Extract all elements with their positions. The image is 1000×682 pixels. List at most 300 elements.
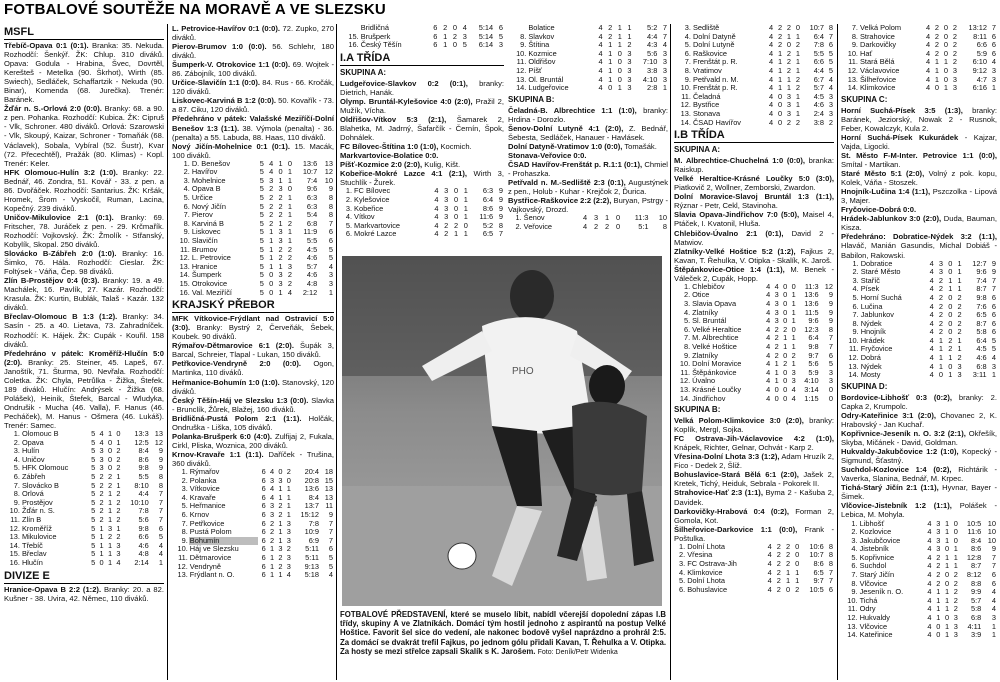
column-ib-trida (674, 24, 834, 680)
match-report (674, 488, 834, 506)
table-cell: 1 (774, 376, 779, 386)
table-cell: 9:8 (138, 523, 149, 533)
table-cell: 1 (269, 253, 274, 263)
group-heading: SKUPINA D: (841, 381, 888, 391)
table-cell: 4 (769, 23, 774, 32)
table-cell: 1 (938, 335, 944, 345)
table-cell: 1. (852, 258, 859, 268)
table-cell: 2 (443, 23, 448, 32)
table-cell: 9:7 (808, 350, 819, 360)
table-cell: 1 (957, 258, 962, 268)
match-details: branky: Dietrich, Hanák. (340, 78, 504, 97)
table-cell: 4 (769, 48, 774, 58)
table-cell: 0 (286, 475, 291, 485)
table-cell: 4 (774, 281, 779, 291)
match-report (340, 142, 504, 151)
table-cell: 5. (181, 501, 188, 511)
table-cell: 1 (783, 341, 788, 351)
table-cell: 3 (953, 621, 958, 631)
table-cell: 15:12 (300, 509, 319, 519)
table-cell: 1 (944, 561, 950, 571)
table-cell: 0 (783, 376, 788, 386)
match-title: Bohuslavice-Stará Bělá 6:1 (2:0), (674, 470, 799, 480)
league-table (172, 160, 334, 298)
table-cell: 1 (627, 23, 632, 32)
table-cell: 4:10 (804, 376, 819, 386)
match-details: Kulig, Kišt. (422, 160, 461, 170)
table-cell: 5 (259, 218, 264, 228)
table-cell: 10:10 (130, 497, 149, 507)
table-cell: 0 (777, 100, 783, 110)
table-cell: 1. (515, 213, 522, 223)
match-report (508, 142, 668, 151)
group-heading: SKUPINA C: (841, 94, 888, 104)
table-cell: 6 (828, 350, 833, 360)
table-cell: 8:11 (973, 31, 987, 41)
team-name: Kozmice (528, 48, 557, 58)
table-cell: 6:9 (308, 535, 319, 545)
match-details: branka: Raiskup. (674, 156, 834, 175)
match-report (841, 106, 997, 133)
table-cell: 1 (953, 552, 958, 562)
team-name: Staré Město (860, 267, 901, 277)
photo-credit: Foto: Deník/Petr Widenka (537, 648, 618, 656)
table-cell: 1 (991, 83, 996, 93)
table-cell: 11:3 (804, 281, 819, 291)
table-cell: 2 (269, 193, 274, 203)
match-details: Augustýnek z pen., Holub - Kuhar - Krejčok 2, Ďurica. (508, 178, 669, 197)
table-cell: 2 (934, 23, 940, 32)
table-cell: 1 (948, 284, 953, 294)
table-cell: 4 (766, 316, 771, 326)
table-cell: 5 (259, 193, 264, 203)
table-cell: 8 (328, 210, 333, 220)
table-cell: 13. (9, 532, 20, 542)
table-cell: 6. (684, 48, 691, 58)
table-cell: 4:8 (138, 549, 149, 559)
table-cell: 8:12 (966, 570, 982, 580)
table-cell: 5 (91, 532, 96, 542)
table-cell: 3 (444, 212, 449, 222)
table-cell: 6:8 (976, 361, 987, 371)
table-cell: 1 (786, 83, 792, 93)
table-cell: 4 (766, 341, 771, 351)
table-cell: 9:7 (813, 576, 824, 586)
table-cell: 1 (608, 74, 613, 84)
table-cell: 2 (828, 117, 833, 127)
table-cell: 6. (679, 584, 686, 594)
table-cell: 2. (13, 437, 20, 447)
table-cell: 2 (278, 201, 283, 211)
table-cell: 0 (791, 324, 796, 334)
table-cell: 13 (324, 484, 333, 494)
table-cell: 1 (107, 489, 113, 499)
table-cell: 7 (158, 514, 163, 524)
table-cell: 1 (944, 604, 950, 614)
table-cell: 9 (991, 258, 996, 268)
team-name: Markvartovice (354, 220, 401, 230)
table-cell: 2 (99, 497, 104, 507)
table-cell: 10. (9, 506, 20, 516)
match-title: Nový Jičín-Mohelnice 0:1 (0:1). (172, 141, 291, 151)
table-cell: 8. (13, 489, 20, 499)
table-cell: 1 (287, 175, 293, 185)
team-name: Stará Bělá (859, 57, 895, 67)
table-cell: 7 (828, 576, 833, 586)
table-cell: 1 (269, 261, 274, 271)
table-cell: 3 (278, 236, 283, 246)
table-cell: 0 (107, 446, 113, 456)
match-title: Petřkovice-Vendryně 2:0 (0:0). (172, 359, 301, 369)
table-cell: 3 (791, 367, 796, 377)
table-cell: 4 (991, 587, 996, 597)
table-cell: 4 (766, 307, 771, 317)
table-cell: 11:3 (634, 213, 649, 223)
table-cell: 6:5 (976, 310, 987, 320)
table-cell: 3 (286, 527, 291, 537)
table-cell: 3:8 (813, 117, 824, 127)
table-cell: 1 (777, 57, 783, 67)
table-cell: 0 (944, 613, 950, 623)
table-cell: 2 (783, 359, 788, 369)
table-cell: 4:10 (642, 74, 658, 84)
match-title: Čeladná-B. Albrechtice 1:1 (1:0), (508, 105, 637, 115)
table-cell: 4 (769, 57, 774, 67)
table-cell: 6 (433, 40, 438, 50)
team-name: Slavia Opava (692, 298, 737, 308)
match-report (674, 156, 834, 174)
team-name: Veřovice (523, 221, 553, 231)
table-cell: 15. (348, 31, 359, 41)
table-cell: 13:6 (302, 158, 318, 168)
table-cell: 2 (952, 23, 957, 32)
table-cell: 4 (269, 158, 274, 168)
table-cell: 4 (929, 327, 934, 337)
match-report (172, 314, 334, 341)
table-cell: 2 (786, 23, 792, 32)
table-cell: 1 (777, 83, 783, 93)
table-cell: 1 (795, 57, 800, 67)
table-cell: 3 (286, 518, 291, 528)
table-cell: 8. (181, 527, 188, 537)
table-row (841, 631, 997, 640)
table-cell: 1 (795, 100, 800, 110)
table-cell: 6 (261, 570, 266, 580)
match-report (172, 114, 334, 141)
table-cell: 4 (766, 290, 771, 300)
table-cell: 1 (286, 492, 291, 502)
table-cell: 7 (828, 31, 833, 41)
table-cell: 4 (925, 83, 931, 93)
table-cell: 5:18 (304, 570, 319, 580)
table-cell: 4 (158, 540, 163, 550)
table-cell: 12. (847, 65, 858, 75)
table-cell: 4 (927, 578, 932, 588)
table-cell: 2 (777, 31, 783, 41)
match-details: Z. Bednář, Šebesta, Sedláček, Hanauer - Havlásek. (508, 123, 668, 142)
table-cell: 2 (99, 514, 104, 524)
table-cell: 5:6 (138, 514, 149, 524)
table-cell: 6 (158, 523, 163, 533)
table-cell: 6 (498, 23, 503, 32)
table-cell: 3 (627, 57, 632, 67)
table-cell: 4 (116, 557, 121, 567)
table-cell: 7:6 (976, 301, 987, 311)
table-cell: 1 (617, 40, 622, 50)
table-cell: 5 (259, 175, 264, 185)
team-name: Šumperk (191, 270, 222, 280)
table-cell: 2 (936, 570, 941, 580)
table-cell: 3 (594, 213, 599, 223)
table-cell: 1 (948, 353, 953, 363)
table-cell: 15. (9, 549, 20, 559)
match-title: Určice-Slavičín 1:1 (0:0). (172, 78, 261, 88)
table-cell: 2 (99, 480, 104, 490)
team-name: Oldřišov (528, 57, 556, 67)
table-cell: 7 (158, 489, 163, 499)
match-details: Knápek, Richter, Gelnar, Ochvát - Karp 2. (674, 443, 814, 453)
table-cell: 4:6 (306, 253, 318, 263)
table-cell: 4 (769, 83, 774, 93)
table-cell: 2 (278, 193, 283, 203)
table-cell: 0 (795, 550, 800, 560)
table-cell: 2. (852, 267, 859, 277)
table-cell: 12 (824, 281, 833, 291)
table-cell: 3 (774, 316, 779, 326)
table-cell: 5:11 (305, 544, 319, 554)
table-cell: 1 (443, 40, 448, 50)
table-cell: 0 (795, 541, 800, 551)
team-name: Val. Meziříčí (191, 287, 232, 297)
match-details: Branky: 16. Šimko, 76. Hála. Rozhodčí: Cieslar. ŽK: Foltýsek - Váňa, Čep. 98 diváků. (4, 249, 164, 277)
match-details: Pszczolka - Lipová 3, Majer. (841, 187, 997, 206)
table-cell: 4. (851, 544, 858, 554)
table-cell: 2 (287, 270, 293, 280)
team-name: Dolní Lutyně (692, 40, 735, 50)
team-name: Třebíč (21, 540, 43, 550)
match-report (172, 78, 334, 96)
table-cell: 1 (608, 40, 613, 50)
match-title: Strahovice-Hať 2:3 (1:1), (674, 488, 763, 498)
table-cell: 7 (328, 218, 333, 228)
match-details: Byma 2 - Kašuba 2, Davidek. (674, 488, 834, 507)
table-cell: 6 (991, 310, 996, 320)
table-cell: 5:6 (808, 359, 819, 369)
table-cell: 2 (287, 253, 293, 263)
match-report (172, 42, 334, 60)
table-cell: 3 (287, 261, 293, 271)
table-cell: 3. (181, 484, 188, 494)
team-name: Chlebičov (692, 281, 725, 291)
table-cell: 3 (498, 40, 503, 50)
table-cell: 0 (463, 220, 468, 230)
table-cell: 13:6 (304, 484, 319, 494)
table-cell: 2 (116, 497, 121, 507)
table-cell: 3 (278, 270, 283, 280)
table-cell: 6 (261, 544, 266, 554)
team-name: Velké Heraltice (692, 324, 742, 334)
table-cell: 12 (154, 437, 163, 447)
table-cell: 4 (767, 541, 772, 551)
group-heading: SKUPINA A: (340, 67, 387, 77)
table-cell: 9 (498, 194, 503, 204)
match-details: Hlaváč, Manián Gasundis, Michal Dobiáš - Babilon, Rakowski. (841, 241, 997, 260)
table-cell: 9:6 (306, 184, 318, 194)
match-title: Šilheřovice-Darkovice 1:1 (0:0), (674, 524, 798, 534)
table-cell: 4. (345, 212, 353, 222)
table-cell: 4 (270, 492, 275, 502)
match-report (4, 41, 164, 104)
table-cell: 9. (13, 497, 20, 507)
table-cell: 4:5 (976, 344, 987, 354)
match-title: Velká Polom-Klimkovice 3:0 (2:0), (674, 416, 804, 426)
table-cell: 13:6 (804, 298, 819, 308)
table-cell: 7:10 (642, 57, 658, 67)
table-cell: 3 (278, 544, 283, 554)
table-cell: 4 (598, 65, 603, 75)
table-cell: 6 (991, 570, 996, 580)
table-cell: 5 (828, 65, 833, 75)
match-results (841, 106, 997, 260)
table-cell: 4 (766, 281, 771, 291)
match-report (841, 447, 997, 465)
table-cell: 3 (786, 91, 792, 101)
table-cell: 0 (107, 454, 113, 464)
table-cell: 2 (795, 74, 800, 84)
section-heading: I.A TŘÍDA (340, 52, 504, 66)
team-name: Uničov (21, 454, 45, 464)
table-cell: 4 (662, 40, 667, 50)
table-cell: 3 (444, 186, 449, 196)
table-cell: 0 (948, 258, 953, 268)
table-cell: 4 (991, 353, 996, 363)
table-cell: 5:7 (813, 83, 824, 93)
match-title: Dolní Datyně-Vratimov 1:0 (0:0), (508, 141, 623, 151)
team-name: Frýdlant n. O. (189, 570, 235, 580)
table-cell: 5 (91, 454, 96, 464)
table-cell: 6. (183, 201, 190, 211)
table-cell: 9. (852, 327, 859, 337)
match-title: Hukvaldy-Jakubčovice 1:2 (1:0), (841, 447, 959, 457)
table-cell: 7 (991, 561, 996, 571)
team-name: M. Albrechtice (692, 333, 739, 343)
table-cell: 2 (608, 23, 613, 32)
match-title: Předehráno: Dobratice-Nýdek 3:2 (1:1), (841, 232, 997, 242)
table-cell: 7 (328, 518, 333, 528)
group-heading: SKUPINA B: (508, 94, 555, 104)
table-cell: 12. (679, 376, 691, 386)
table-cell: 3 (286, 561, 291, 571)
table-cell: 1 (957, 344, 962, 354)
table-cell: 11. (848, 344, 859, 354)
table-cell: 0 (943, 74, 948, 84)
team-name: Hulín (21, 446, 40, 456)
table-cell: 7 (662, 23, 667, 32)
match-details: Maisel 4, Ptáček, I. Kvatonil, Hluša. (674, 210, 835, 229)
table-cell: 7. (851, 23, 858, 32)
table-cell: 1 (287, 193, 293, 203)
table-cell: 1 (287, 210, 293, 220)
table-cell: 14. (847, 83, 858, 93)
table-cell: 5. (183, 193, 190, 203)
match-title: Horní Suchá-Písek 3:5 (1:3), (841, 105, 963, 115)
column-divider (167, 24, 168, 680)
table-cell: 1 (991, 630, 996, 640)
table-cell: 4:8 (306, 279, 318, 289)
match-details: Piatkovič 2, Wollner, Zemborski, Zwardon. (674, 183, 816, 193)
table-cell: 2 (791, 350, 796, 360)
table-cell: 13. (679, 384, 691, 394)
match-details: Duda, Bauman, Kisza. (841, 214, 997, 233)
table-cell: 7 (498, 229, 503, 239)
table-cell: 13 (324, 158, 333, 168)
table-cell: 4. (679, 567, 686, 577)
team-name: Žďár n. S. (21, 506, 55, 516)
table-cell: 2:14 (134, 557, 149, 567)
match-details: 69. Wojtek - 86. Zábojník, 100 diváků. (172, 60, 334, 79)
table-cell: 8 (828, 550, 833, 560)
table-cell: 13. (848, 361, 859, 371)
table-cell: 4 (925, 31, 931, 41)
match-title: Bridličná-Pustá Polom 2:1 (1:1). (172, 413, 302, 423)
match-report (508, 124, 668, 142)
match-title: Slavia Opava-Jindřichov 7:0 (5:0), (674, 210, 800, 220)
team-name: Dolní Moravice (692, 359, 742, 369)
table-cell: 14. (679, 393, 691, 403)
table-cell: 7. (181, 518, 188, 528)
table-cell: 2 (107, 480, 113, 490)
table-cell: 5:5 (306, 236, 318, 246)
team-name: Šenov (523, 213, 545, 223)
table-cell: 1 (791, 307, 796, 317)
match-report (841, 232, 997, 259)
table-cell: 10 (324, 175, 333, 185)
table-cell: 6 (261, 527, 266, 537)
table-cell: 0 (287, 184, 293, 194)
table-cell: 12. (177, 561, 188, 571)
match-title: Třebíč-Opava 0:1 (0:1). (4, 41, 89, 50)
table-cell: 5 (328, 253, 333, 263)
table-cell: 4 (925, 40, 931, 50)
team-name: Ludgeřovice (528, 83, 569, 93)
team-name: Sedliště (692, 23, 720, 32)
table-cell: 3 (662, 74, 667, 84)
table-cell: 1 (795, 31, 800, 41)
match-title: HFK Olomouc-Hulín 3:2 (1:0). (4, 167, 118, 177)
table-cell: 5 (259, 253, 264, 263)
table-cell: 4 (328, 570, 333, 580)
table-cell: 4 (929, 361, 934, 371)
table-cell: 2 (948, 335, 953, 345)
table-cell: 6 (828, 584, 833, 594)
table-cell: 2 (936, 561, 941, 571)
table-cell: 3. (684, 23, 691, 32)
table-cell: 2 (936, 578, 941, 588)
table-cell: 10 (658, 213, 667, 223)
table-cell: 6:6 (813, 57, 824, 67)
table-cell: 6. (852, 301, 859, 311)
table-cell: 4:7 (976, 74, 987, 84)
table-cell: 1 (107, 540, 113, 550)
league-table (674, 283, 834, 403)
match-title: Markvartovice-Bolatice 0:0. (340, 151, 439, 161)
match-title: ČSAD Havířov-Frenštát p. R.1:1 (0:1), (508, 160, 643, 170)
table-cell: 7 (991, 23, 996, 32)
table-cell: 1 (286, 501, 291, 511)
table-cell: 1 (107, 514, 113, 524)
table-cell: 1 (270, 544, 275, 554)
table-cell: 3 (270, 475, 275, 485)
